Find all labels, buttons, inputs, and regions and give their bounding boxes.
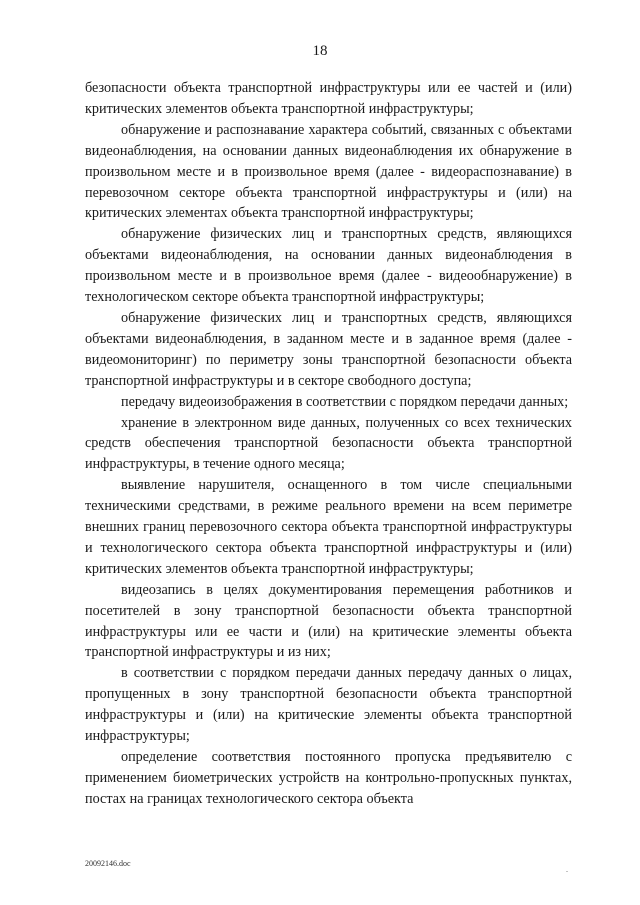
footer-filename: 20092146.doc — [85, 859, 131, 868]
paragraph: безопасности объекта транспортной инфраструктуры или ее частей и (или) критических элементов объекта транспортной инфраструктуры; — [85, 80, 572, 117]
paragraph: передачу видеоизображения в соответствии с порядком передачи данных; — [121, 393, 569, 410]
paragraph: хранение в электронном виде данных, полученных со всех технических средств обеспечения транспортной безопасности объекта транспортной инфраструктуры, в течение одного месяца; — [85, 414, 572, 473]
paragraph: видеозапись в целях документирования перемещения работников и посетителей в зону транспортной безопасности объекта транспортной инфраструктуры или ее части и (или) на критические элементы объекта транспортной инфраструктуры и из них; — [85, 581, 572, 661]
paragraph: обнаружение физических лиц и транспортных средств, являющихся объектами видеонаблюдения, на основании данных видеонаблюдения в произвольном месте и в произвольное время (далее - видеообнаружение) в технологическом секторе объекта транспортной инфраструктуры; — [85, 226, 572, 306]
paragraph: обнаружение физических лиц и транспортных средств, являющихся объектами видеонаблюдения, в заданном месте и в заданное время (далее - видеомониторинг) по периметру зоны транспортной безопасности объекта транспортной инфраструктуры и в секторе свободного доступа; — [85, 309, 572, 389]
paragraph: обнаружение и распознавание характера событий, связанных с объектами видеонаблюдения, на основании данных видеонаблюдения их обнаружение в произвольном месте и в произвольное время (далее - видеораспознавание) в перевозочном секторе объекта транспортной инфраструктуры и (или) на критических элементах объекта транспортной инфраструктуры; — [85, 121, 572, 222]
footer-mark: . — [566, 865, 568, 874]
document-body — [85, 78, 572, 810]
paragraph: выявление нарушителя, оснащенного в том числе специальными техническими средствами, в режиме реального времени на всем периметре внешних границ перевозочного сектора объекта транспортной инфраструктуры и технологического сектора объекта транспортной инфраструктуры и (или) критических элементов объекта транспортной инфраструктуры; — [85, 477, 572, 577]
paragraph: определение соответствия постоянного пропуска предъявителю с применением биометрических устройств на контрольно-пропускных пунктах, постах на границах технологического сектора объекта — [85, 749, 572, 807]
page-number: 18 — [312, 43, 328, 59]
paragraph: в соответствии с порядком передачи данных передачу данных о лицах, пропущенных в зону транспортной безопасности объекта транспортной инфраструктуры и (или) на критические элементы объекта транспортной инфраструктуры; — [85, 665, 572, 745]
